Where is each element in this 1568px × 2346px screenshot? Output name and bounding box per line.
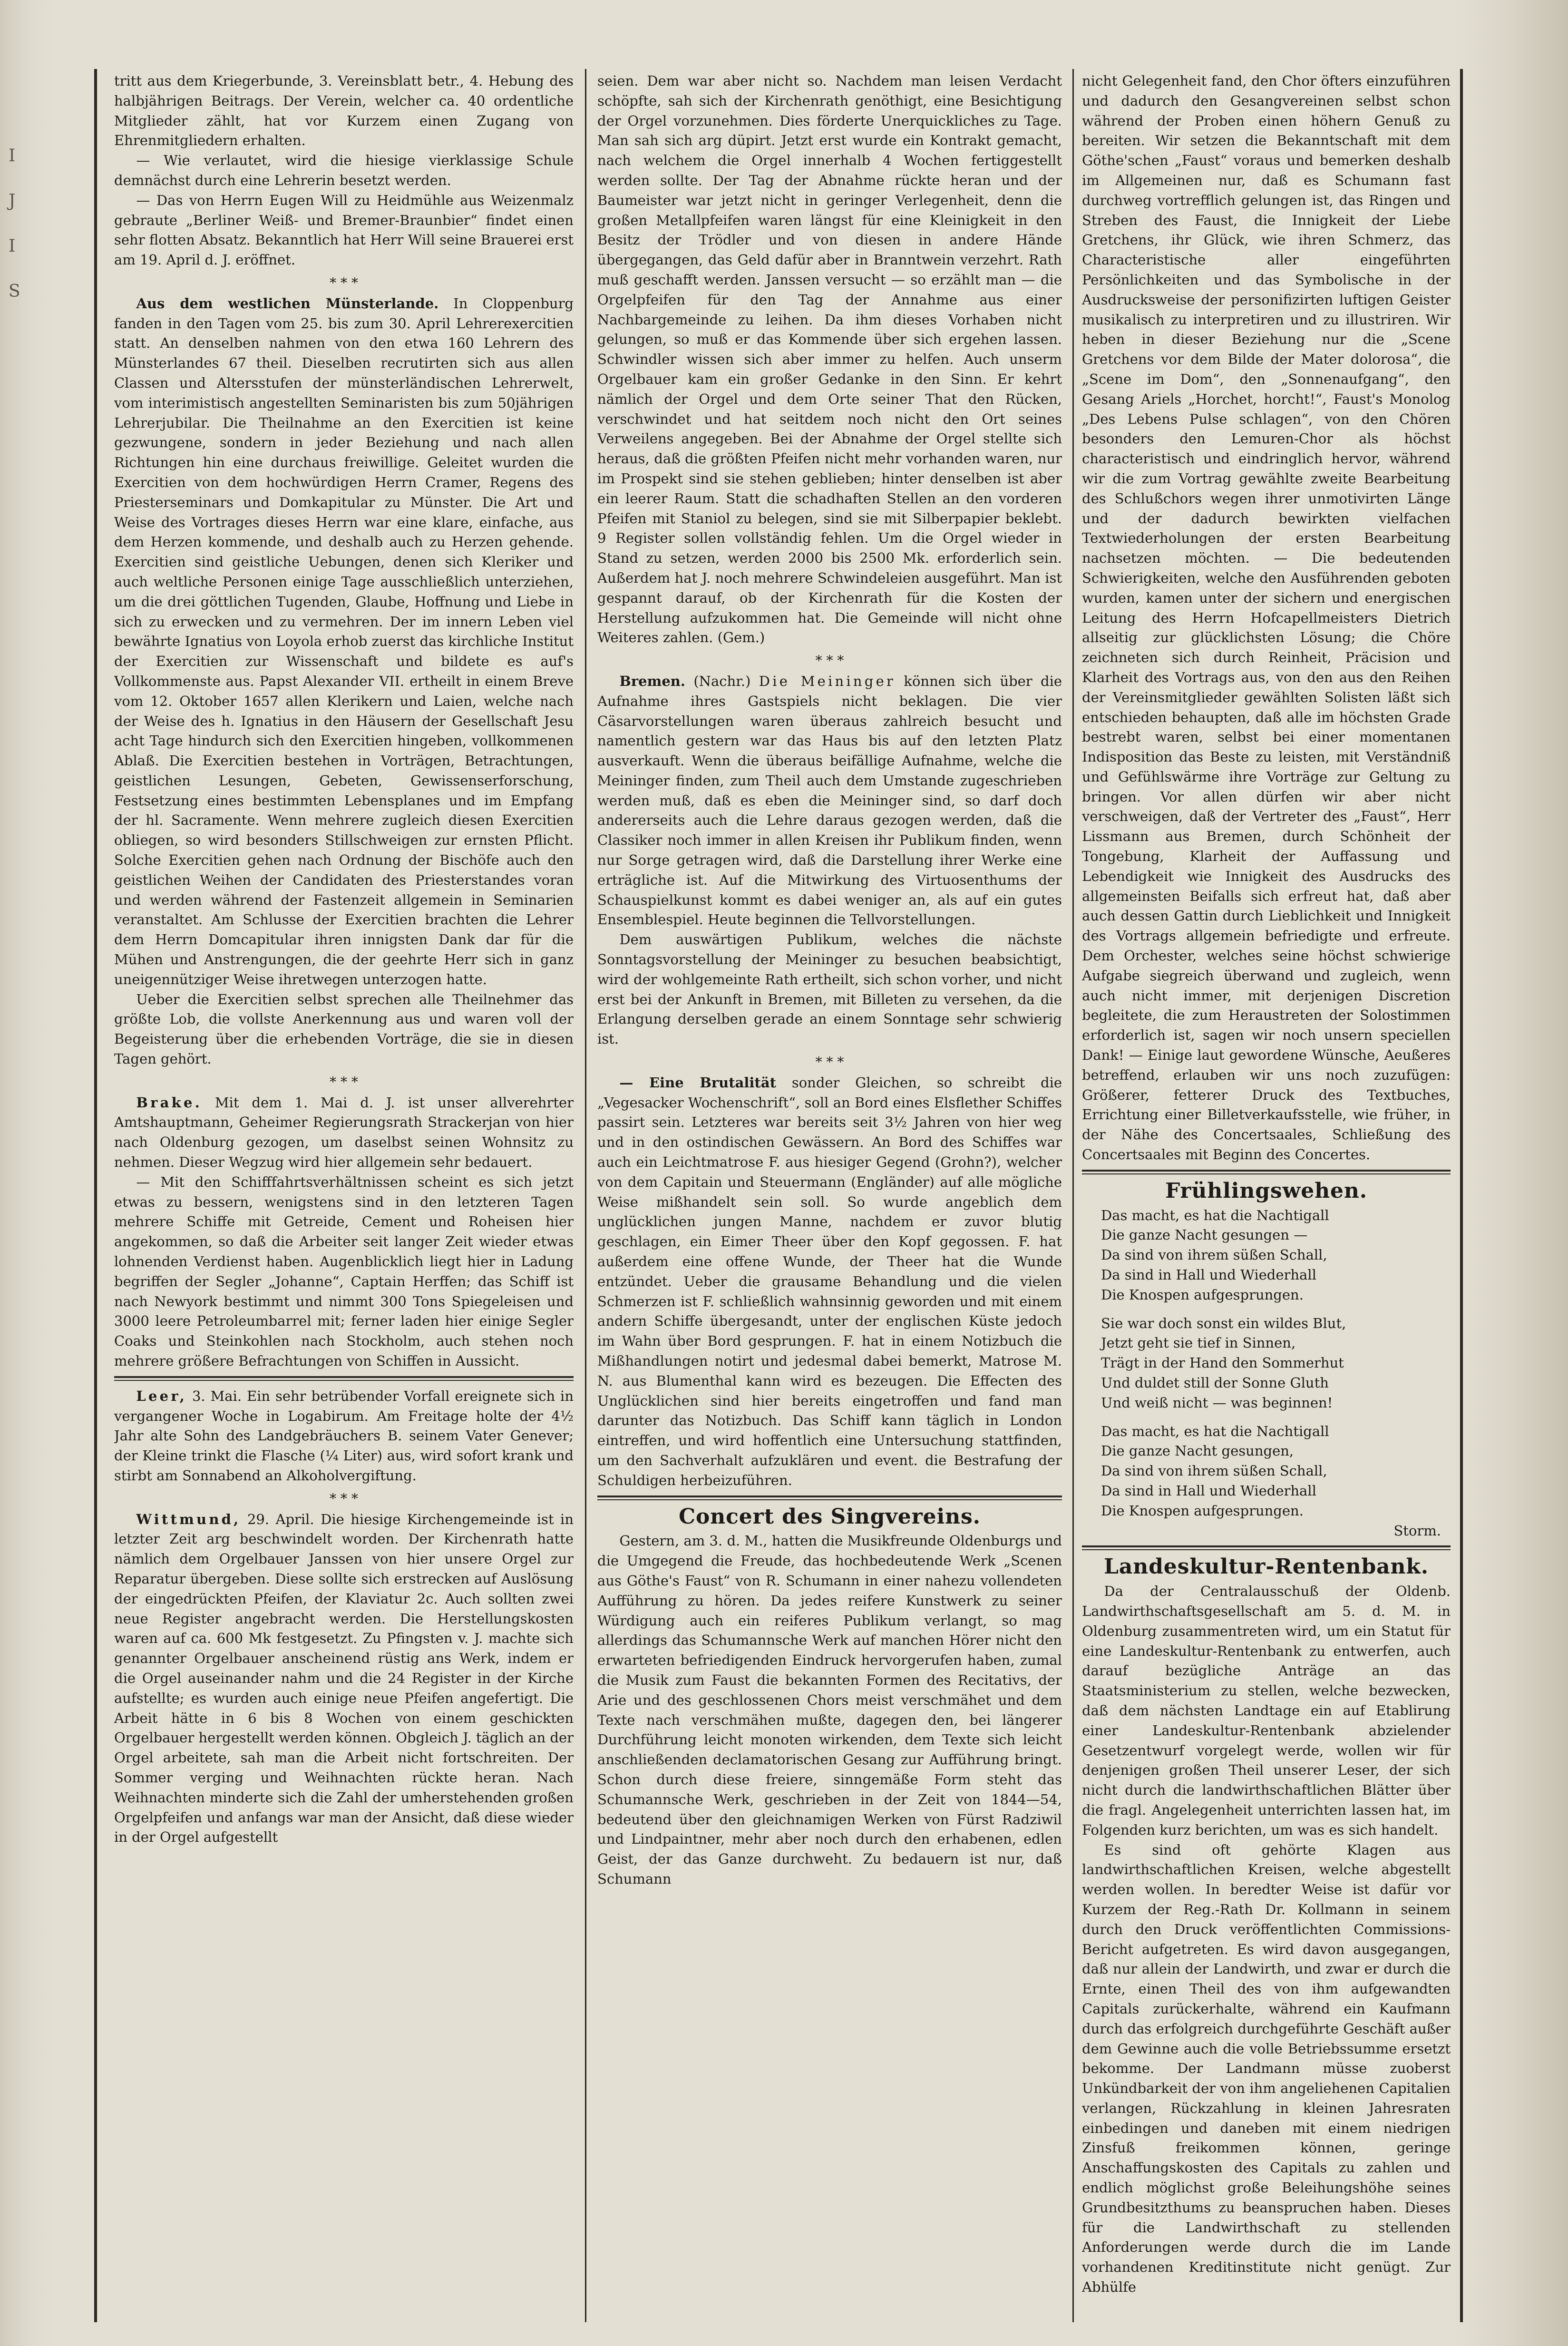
source-attribution: (Nachr.)	[693, 673, 751, 689]
article-text: können sich über die Aufnahme ihres Gastspiels nicht beklagen. Die vier Cäsarvorstellungen waren überaus zahlreich besucht und namentlich gestern war das Haus bis auf den letzten Platz ausverkauft. Wenn die überaus beifällige Aufnahme, welche die Meininger finden, zum Theil auch dem Umstande zugeschrieben werden muß, daß es eben die Meininger sind, so darf doch andererseits auch die Lehre daraus gezogen werden, daß die Classiker noch immer in allen Kreisen ihr Publikum finden, wenn nur Sorge getragen wird, daß die Darstellung ihrer Werke eine erträgliche ist. Auf die Mitwirkung des Virtuosenthums der Schauspielkunst kommt es dabei weniger an, als auf ein gutes Ensemblespiel. Heute beginnen die Tellvorstellungen.	[597, 673, 1062, 928]
right-frame-rule	[1460, 69, 1463, 2322]
poem-line: Die Knospen aufgesprungen.	[1101, 1286, 1304, 1303]
poem-stanza-break	[1101, 1413, 1451, 1422]
place-name: Leer,	[136, 1388, 187, 1404]
emphasis-text: Die Meininger	[759, 673, 896, 689]
poem-line: Die ganze Nacht gesungen —	[1101, 1227, 1308, 1243]
section-stars: * * *	[330, 1074, 358, 1090]
margin-mark: I	[9, 146, 16, 166]
poem-line: Da sind von ihrem süßen Schall,	[1101, 1463, 1327, 1479]
margin-marks	[9, 133, 23, 314]
margin-mark: S	[9, 282, 20, 301]
article-brake	[114, 1093, 574, 1173]
column-3	[1082, 71, 1451, 2320]
place-name: Brake.	[136, 1094, 202, 1111]
section-divider	[597, 1496, 1062, 1500]
article-bremen	[597, 672, 1062, 930]
poem-line: Die ganze Nacht gesungen,	[1101, 1443, 1294, 1459]
article-muensterland	[114, 294, 574, 990]
article-text: — Mit den Schifffahrtsverhältnissen scheint es sich jetzt etwas zu bessern, wenigstens sind in den letzteren Tagen mehrere Schiffe mit Getreide, Cement und Roheisen hier angekommen, so daß die Arbeiter seit langer Zeit wieder etwas lohnenden Verdienst haben. Augenblicklich liegt hier in Ladung begriffen der Segler „Johanne“, Captain Herffen; das Schiff ist nach Newyork bestimmt und nimmt 300 Tons Spiegeleisen und 3000 leere Petroleumbarrel mit; ferner laden hier einige Segler Coaks und Steinkohlen nach Stockholm, auch stehen noch mehrere größere Befrachtungen von Schiffen in Aussicht.	[114, 1173, 574, 1369]
poem-line: Sie war doch sonst ein wildes Blut,	[1101, 1315, 1346, 1331]
article-text: 3. Mai. Ein sehr betrübender Vorfall ereignete sich in vergangener Woche in Logabirum. Am Freitage holte der 4½ Jahr alte Sohn des Landgebräuchers B. seinem Vater Genever; der Kleine trinkt die Flasche (¼ Liter) aus, wird sofort krank und stirbt am Sonnabend an Alkoholvergiftung.	[114, 1388, 574, 1484]
article-text: nicht Gelegenheit fand, den Chor öfters einzuführen und dadurch den Gesangvereinen selbst schon während der Proben einen höhern Genuß zu bereiten. Wir setzen die Bekanntschaft mit dem Göthe'schen „Faust“ voraus und bemerken deshalb im Allgemeinen nur, daß es Schumann fast durchweg vortrefflich gelungen ist, das Ringen und Streben des Faust, die Innigkeit der Liebe Gretchens, ihr Glück, wie ihren Schmerz, das Characteristische aller eingeführten Persönlichkeiten und das Symbolische in der Ausdrucksweise der personifizirten luftigen Geister musikalisch zu interpretiren und zu illustriren. Wir heben in dieser Beziehung nur die „Scene Gretchens vor dem Bilde der Mater dolorosa“, die „Scene im Dom“, den „Sonnenaufgang“, den Gesang Ariels „Horchet, horcht!“, Faust's Monolog „Des Lebens Pulse schlagen“, von den Chören besonders den Lemuren-Chor als höchst characteristisch und eindringlich hervor, während wir die zum Vortrag gewählte zweite Bearbeitung des Schlußchors wegen ihrer unmotivirten Länge und der dadurch bewirkten vielfachen Textwiederholungen der ersten Bearbeitung nachsetzen möchten. — Die bedeutenden Schwierigkeiten, welche den Ausführenden geboten wurden, kamen unter der sichern und energischen Leitung des Herrn Hofcapellmeisters Dietrich allseitig zur glücklichsten Lösung; die Chöre zeichneten sich durch Reinheit, Präcision und Klarheit des Vortrags aus, von den aus den Reihen der Vereinsmitglieder gewählten Solisten läßt sich entschieden behaupten, daß alle im höchsten Grade bestrebt waren, selbst bei einer momentanen Indisposition das Beste zu leisten, mit Verständniß und Gefühlswärme ihre Vorträge zur Geltung zu bringen. Vor allen dürfen wir aber nicht verschweigen, daß der Vertreter des „Faust“, Herr Lissmann aus Bremen, durch Schönheit der Tongebung, Klarheit der Auffassung und Lebendigkeit wie Innigkeit des Ausdrucks des allgemeinsten Beifalls sich erfreut hat, daß aber auch dessen Gattin durch Lieblichkeit und Innigkeit des Vortrags allgemein befriedigte und erfreute. Dem Orchester, welches seine höchst schwierige Aufgabe siegreich überwand und zugleich, wenn auch nicht immer, mit derjenigen Discretion begleitete, die zum Heraustreten der Solostimmen erforderlich ist, sagen wir noch unsern speciellen Dank! — Einige laut gewordene Wünsche, Aeußeres betreffend, erlauben wir uns noch zuzufügen: Größerer, fetterer Druck des Textbuches, Errichtung einer Billetverkaufsstelle, wie früher, in der Nähe des Concertsaales, Schließung des Concertsaales mit Beginn des Concertes.	[1082, 73, 1451, 1163]
source-attribution: (Gem.)	[717, 629, 765, 646]
column-2	[597, 71, 1062, 2320]
article-text: 29. April. Die hiesige Kirchengemeinde ist in letzter Zeit arg beschwindelt worden. Der Kirchenrath hatte nämlich dem Orgelbauer Janssen von hier unsere Orgel zur Reparatur übergeben. Diese sollte sich erstrecken auf Auslösung der eingedrückten Pfeifen, der Klaviatur 2c. Auch sollten zwei neue Register angebracht werden. Die Herstellungskosten waren auf ca. 600 Mk festgesetzt. Zu Pfingsten v. J. machte sich genannter Orgelbauer anscheinend rüstig ans Werk, indem er die Orgel auseinander nahm und die 24 Register in der Kirche aufstellte; es wurden auch einige neue Pfeifen angefertigt. Die Arbeit hätte in 6 bis 8 Wochen von einem geschickten Orgelbauer hergestellt werden können. Obgleich J. täglich an der Orgel arbeitete, sah man die Arbeit nicht fortschreiten. Der Sommer verging und Weihnachten rückte heran. Nach Weihnachten minderte sich die Zahl der umherstehenden großen Orgelpfeifen und anfangs war man der Ansicht, daß diese wieder in der Orgel aufgestellt	[114, 1511, 574, 1846]
poem-line: Trägt in der Hand den Sommerhut	[1101, 1355, 1344, 1371]
article-text: Mit dem 1. Mai d. J. ist unser allverehrter Amtshauptmann, Geheimer Regierungsrath Strackerjan von hier nach Oldenburg gezogen, um daselbst seinen Wohnsitz zu nehmen. Dieser Wegzug wird hier allgemein sehr bedauert.	[114, 1094, 574, 1171]
bank-headline: Landeskultur-Rentenbank.	[1104, 1554, 1429, 1579]
article-heading: Aus dem westlichen Münsterlande.	[136, 295, 439, 312]
article-text-body: seien. Dem war aber nicht so. Nachdem man leisen Verdacht schöpfte, sah sich der Kirchenrath genöthigt, eine Besichtigung der Orgel vorzunehmen. Dies förderte Unerquickliches zu Tage. Man sah sich arg düpirt. Jetzt erst wurde ein Kontrakt gemacht, nach welchem die Orgel innerhalb 4 Wochen fertiggestellt werden sollte. Der Tag der Abnahme rückte heran und der Baumeister war jetzt nicht in geringer Verlegenheit, denn die großen Metallpfeifen waren längst für eine Kleinigkeit in den Besitz der Trödler und von diesen in andere Hände übergegangen, das Geld dafür aber in Branntwein verzehrt. Rath muß geschafft werden. Janssen versucht — so erzählt man — die Orgelpfeifen für den Tag der Annahme aus einer Nachbargemeinde zu leihen. Da ihm dieses Vorhaben nicht gelungen, so muß er das Kommende über sich ergehen lassen. Schwindler wissen sich aber immer zu helfen. Auch unserm Orgelbauer kam ein großer Gedanke in den Sinn. Er kehrt nämlich der Orgel und dem Orte seiner That den Rücken, verschwindet und hat seitdem noch nicht den Ort seines Verweilens angegeben. Bei der Abnahme der Orgel stellte sich heraus, daß die größten Pfeifen nicht mehr vorhanden waren, nur im Prospekt sind sie stehen geblieben; hinter denselben ist aber ein leerer Raum. Statt die schadhaften Stellen an den vorderen Pfeifen mit Staniol zu belegen, sind sie mit Silberpapier beklebt. 9 Register sollen vollständig fehlen. Um die Orgel wieder in Stand zu setzen, werden 2000 bis 2500 Mk. erforderlich sein. Außerdem hat J. noch mehrere Schwindeleien ausgeführt. Man ist gespannt darauf, ob der Kirchenrath für die Kosten der Herstellung aufzukommen hat. Die Gemeinde will nicht ohne Weiteres zahlen.	[597, 73, 1062, 646]
article-heading: — Eine Brutalität	[619, 1074, 777, 1091]
article-leer	[114, 1387, 574, 1486]
article-text: tritt aus dem Kriegerbunde, 3. Vereinsblatt betr., 4. Hebung des halbjährigen Beitrags. Der Verein, welcher ca. 40 ordentliche Mitglieder zählt, hat vor Kurzem einen Zugang von Ehrenmitgliedern erhalten.	[114, 73, 574, 149]
article-text: — Das von Herrn Eugen Will zu Heidmühle aus Weizenmalz gebraute „Berliner Weiß- und Bremer-Braunbier“ findet einen sehr flotten Absatz. Bekanntlich hat Herr Will seine Brauerei erst am 19. April d. J. eröffnet.	[114, 192, 574, 268]
section-divider	[114, 1376, 574, 1381]
section-stars: * * *	[815, 653, 844, 669]
poem-line: Und weiß nicht — was beginnen!	[1101, 1394, 1333, 1411]
margin-mark: I	[9, 236, 16, 256]
article-text: Dem auswärtigen Publikum, welches die nächste Sonntagsvorstellung der Meininger zu besuchen beabsichtigt, wird der wohlgemeinte Rath ertheilt, sich schon vorher, und nicht erst bei der Ankunft in Bremen, mit Billeten zu versehen, da die Erlangung derselben gerade an einem Sonntage sehr schwierig ist.	[597, 931, 1062, 1047]
poem-line: Jetzt geht sie tief in Sinnen,	[1101, 1335, 1296, 1351]
poem-line: Das macht, es hat die Nachtigall	[1101, 1207, 1329, 1223]
poem-author: Storm.	[1393, 1522, 1441, 1539]
column-rule-2	[1072, 69, 1074, 2322]
article-text: In Cloppenburg fanden in den Tagen vom 25. bis zum 30. April Lehrerexercitien statt. An denselben nahmen von den etwa 160 Lehrern des Münsterlandes 67 theil. Dieselben recrutirten sich aus allen Classen und Altersstufen der münsterländischen Lehrerwelt, vom interimistisch angestellten Seminaristen bis zum 50jährigen Lehrerjubilar. Die Theilnahme an den Exercitien ist keine gezwungene, sondern in jeder Beziehung und nach allen Richtungen hin eine durchaus freiwillige. Geleitet wurden die Exercitien von dem hochwürdigen Herrn Cramer, Regens des Priesterseminars und Domkapitular zu Münster. Die Art und Weise des Vortrages dieses Herrn war eine klare, einfache, aus dem Herzen kommende, und deshalb auch zu Herzen gehende. Exercitien sind geistliche Uebungen, denen sich Kleriker und auch weltliche Personen einige Tage ausschließlich unterziehen, um die drei göttlichen Tugenden, Glaube, Hoffnung und Liebe in sich zu erwecken und zu vermehren. Der im innern Leben viel bewährte Ignatius von Loyola erhob zuerst das kirchliche Institut der Exercitien zur Wissenschaft und bildete es auf's Vollkommenste aus. Papst Alexander VII. ertheilt in einem Breve vom 12. Oktober 1657 allen Klerikern und Laien, welche nach der Weise des h. Ignatius in den Häusern der Gesellschaft Jesu acht Tage hindurch sich den Exercitien hingeben, vollkommenen Ablaß. Die Exercitien bestehen in Vorträgen, Betrachtungen, geistlichen Lesungen, Gebeten, Gewissenserforschung, Festsetzung eines bestimmten Lebensplanes und im Empfang der hl. Sacramente. Wenn mehrere zugleich diesen Exercitien obliegen, so wird besonders Stillschweigen zur ernsten Pflicht. Solche Exercitien gehen nach Ordnung der Bischöfe auch den geistlichen Weihen der Candidaten des Priesterstandes voran und werden während der Fastenzeit allgemein in Seminarien veranstaltet. Am Schlusse der Exercitien brachten die Lehrer dem Herrn Domcapitular ihren innigsten Dank dar für die Mühen und Anstrengungen, die der geehrte Herr sich in ganz uneigennütziger Weise ihretwegen unterzogen hatte.	[114, 295, 574, 987]
article-text: Da der Centralausschuß der Oldenb. Landwirthschaftsgesellschaft am 5. d. M. in Oldenburg zusammentreten wird, um ein Statut für eine Landeskultur-Rentenbank zu entwerfen, auch darauf bezügliche Anträge an das Staatsministerium zu stellen, welche bezwecken, daß dem nächsten Landtage ein auf Etablirung einer Landeskultur-Rentenbank abzielender Gesetzentwurf vorgelegt werde, wollen wir für denjenigen großen Theil unserer Leser, der sich nicht durch die landwirthschaftlichen Blätter über die fragl. Angelegenheit unterrichten lassen hat, im Folgenden kurz berichten, um was es sich handelt.	[1082, 1583, 1451, 1838]
left-frame-rule	[94, 69, 97, 2322]
concert-headline: Concert des Singvereins.	[679, 1504, 981, 1529]
poem-line: Da sind von ihrem süßen Schall,	[1101, 1247, 1327, 1263]
section-stars: * * *	[815, 1054, 844, 1070]
column-1	[114, 71, 574, 2320]
article-text: sonder Gleichen, so schreibt die „Vegesacker Wochenschrift“, soll an Bord eines Elsflether Schiffes passirt sein. Letzteres war bereits seit 3½ Jahren von hier weg und in den ostindischen Gewässern. An Bord des Schiffes war auch ein Leichtmatrose F. aus hiesiger Gegend (Grohn?), welcher von dem Capitain und Steuermann (Engländer) auf alle mögliche Weise mißhandelt sein soll. So wurde angeblich dem unglücklichen jungen Manne, nachdem er zuvor blutig geschlagen, ein Eimer Theer über den Kopf gegossen. F. hat außerdem eine offene Wunde, der Theer hat die Wunde entzündet. Ueber die grausame Behandlung und die vielen Schmerzen ist F. schließlich wahnsinnig geworden und mit einem andern Schiffe übergesandt, unter der englischen Küste jedoch im Wahn über Bord gesprungen. F. hat in einem Notizbuch die Mißhandlungen notirt und jedesmal dabei bemerkt, Matrose M. N. aus Blumenthal kann wird es bezeugen. Die Effecten des Unglücklichen sind hier bereits eingetroffen und fand man darunter das Notizbuch. Das Schiff kann täglich in London eintreffen, und wird hoffentlich eine Untersuchung stattfinden, um den Sachverhalt aufzuklären und event. die Bestrafung der Schuldigen herbeizuführen.	[597, 1074, 1062, 1488]
place-name: Bremen.	[619, 673, 685, 689]
poem-line: Das macht, es hat die Nachtigall	[1101, 1423, 1329, 1439]
article-wittmund	[114, 1510, 574, 1848]
poem-line: Da sind in Hall und Wiederhall	[1101, 1482, 1316, 1499]
article-text: Gestern, am 3. d. M., hatten die Musikfreunde Oldenburgs und die Umgegend die Freude, das hochbedeutende Werk „Scenen aus Göthe's Faust“ von R. Schumann in einer nahezu vollendeten Aufführung zu hören. Da jedes reifere Kunstwerk zu seiner Würdigung auch ein reiferes Publikum verlangt, so mag allerdings das Schumannsche Werk auf manchen Hörer nicht den erwarteten befriedigenden Eindruck hervorgerufen haben, zumal die Musik zum Faust die bekannten Formen des Recitativs, der Arie und des geschlossenen Chors meist verschmähet und dem Texte nach verschmähen mußte, dagegen den, bei längerer Durchführung leicht monoten wirkenden, dem Texte sich leicht anschließenden declamatorischen Gesang zur Aufführung bringt. Schon durch diese freiere, sinngemäße Form steht das Schumannsche Werk, geschrieben in der Zeit von 1844—54, bedeutend über den gleichnamigen Werken von Fürst Radziwil und Lindpaintner, mehr aber noch durch den erhabenen, edlen Geist, der das Ganze durchweht. Zu bedauern ist nur, daß Schumann	[597, 1533, 1062, 1887]
page-binding-edge	[0, 0, 52, 2346]
poem-line: Die Knospen aufgesprungen.	[1101, 1502, 1304, 1519]
poem-stanza-break	[1101, 1305, 1451, 1314]
article-text: Ueber die Exercitien selbst sprechen alle Theilnehmer das größte Lob, die vollste Anerkennung aus und waren voll der Begeisterung über die erhebenden Vorträge, die sie in diesen Tagen gehört.	[114, 991, 574, 1067]
poem-title: Frühlingswehen.	[1165, 1178, 1367, 1203]
poem	[1101, 1206, 1451, 1541]
column-rule-1	[585, 69, 586, 2322]
section-divider	[1082, 1545, 1451, 1550]
place-name: Wittmund,	[136, 1511, 241, 1527]
article-brutalitaet	[597, 1073, 1062, 1491]
poem-line: Und duldet still der Sonne Gluth	[1101, 1375, 1329, 1391]
article-text: Es sind oft gehörte Klagen aus landwirthschaftlichen Kreisen, welche abgestellt werden wollen. In beredter Weise ist dafür vor Kurzem der Reg.-Rath Dr. Kollmann in seinem durch den Druck veröffentlichten Commissions-Bericht aufgetreten. Es wird davon ausgegangen, daß nur allein der Landwirth, und zwar er durch die Ernte, einen Theil des von ihm aufgewandten Capitals zurückerhalte, während ein Kaufmann durch das erfolgreich durchgeführte Geschäft außer dem Gewinne auch die volle Betriebssumme ersetzt bekomme. Der Landmann müsse zuoberst Unkündbarkeit der von ihm angeliehenen Capitalien verlangen, Rückzahlung in kleinen Jahresraten einbedingen und daneben mit einem niedrigen Zinsfuß freikommen können, geringe Anschaffungskosten des Capitals zu zahlen und endlich möglichst große Beleihungshöhe seines Grundbesitzthums zu beanspruchen haben. Dieses für die Landwirthschaft zu stellenden Anforderungen werde durch die im Lande vorhandenen Kreditinstitute nicht genügt. Zur Abhülfe	[1082, 1841, 1451, 2296]
article-text: — Wie verlautet, wird die hiesige vierklassige Schule demnächst durch eine Lehrerin besetzt werden.	[114, 152, 574, 188]
page-right-edge-shadow	[1454, 0, 1568, 2346]
section-stars: * * *	[330, 274, 358, 291]
margin-mark: J	[9, 191, 16, 211]
section-stars: * * *	[330, 1490, 358, 1506]
poem-line: Da sind in Hall und Wiederhall	[1101, 1267, 1316, 1283]
article-text	[597, 71, 1062, 648]
section-divider	[1082, 1170, 1451, 1174]
